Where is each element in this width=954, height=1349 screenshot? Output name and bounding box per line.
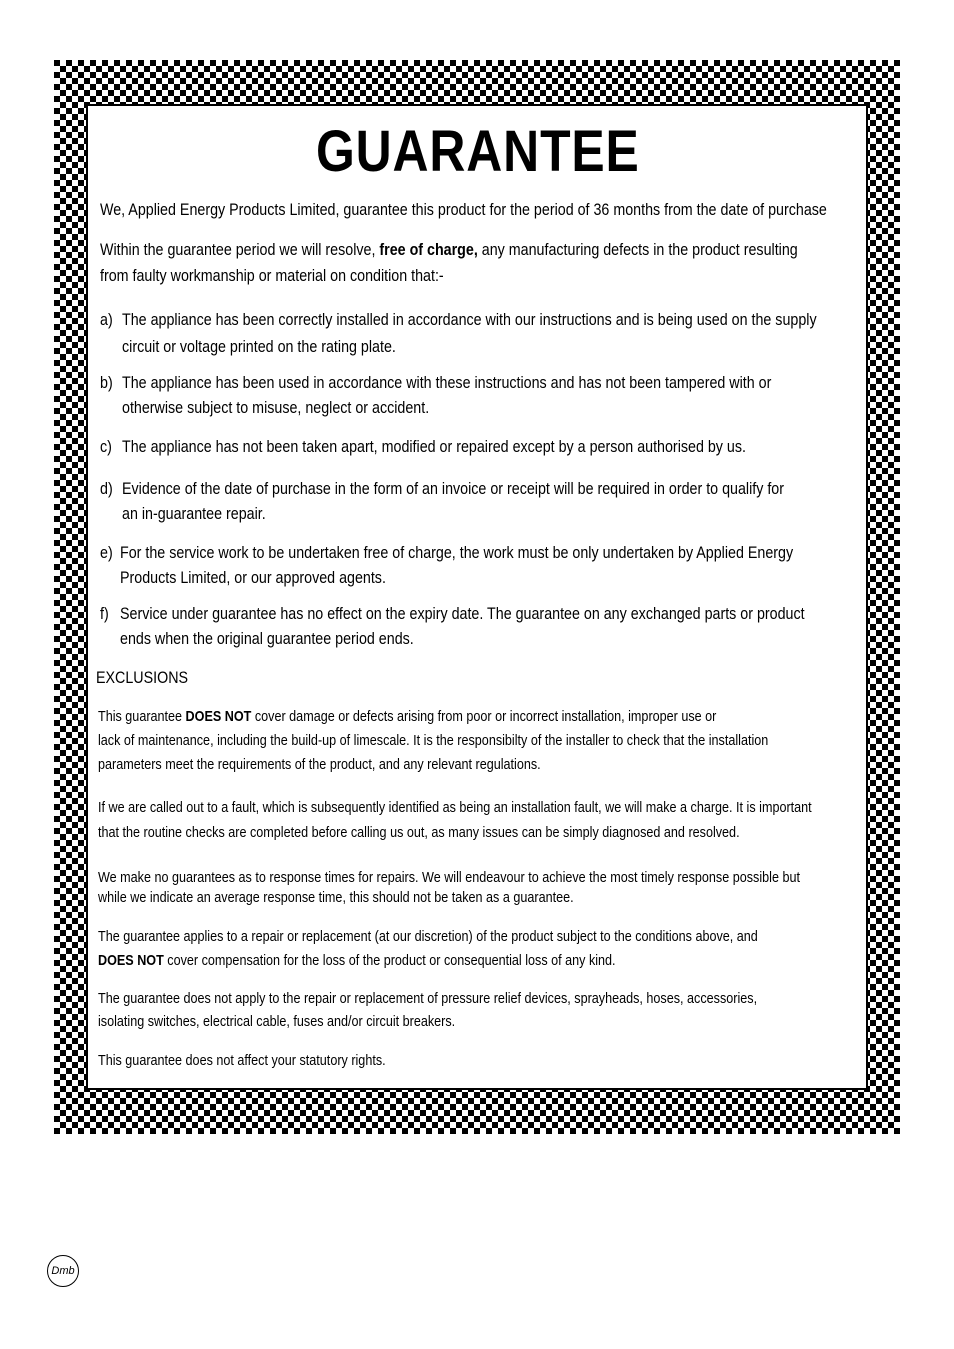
within-line-2: from faulty workmanship or material on condition that:- bbox=[100, 266, 444, 285]
exclusion-4-line-2: DOES NOT cover compensation for the loss of the product or consequential loss of any kind. bbox=[98, 952, 616, 969]
condition-d-line-2: an in-guarantee repair. bbox=[122, 504, 266, 523]
within-line-1: Within the guarantee period we will resolve, free of charge, any manufacturing defects in the product resulting bbox=[100, 240, 798, 259]
condition-d-marker: d) bbox=[100, 479, 113, 498]
does-not-bold: DOES NOT bbox=[185, 708, 252, 725]
exclusion-4-line-1: The guarantee applies to a repair or replacement (at our discretion) of the product subject to the conditions above, and bbox=[98, 928, 758, 945]
condition-b-line-1: The appliance has been used in accordance with these instructions and has not been tampered with or bbox=[122, 373, 772, 392]
condition-d-line-1: Evidence of the date of purchase in the form of an invoice or receipt will be required in order to qualify for bbox=[122, 479, 785, 498]
exclusion-1-line-2: lack of maintenance, including the build-up of limescale. It is the responsibilty of the installer to check that the installation bbox=[98, 732, 769, 749]
condition-c-marker: c) bbox=[100, 437, 112, 456]
condition-f-line-2: ends when the original guarantee period ends. bbox=[120, 629, 414, 648]
exclusions-heading: EXCLUSIONS bbox=[96, 668, 189, 687]
dmb-logo: Dmb bbox=[47, 1255, 79, 1287]
exclusion-2-line-2: that the routine checks are completed before calling us out, as many issues can be simply diagnosed and resolved. bbox=[98, 824, 740, 841]
condition-e-line-1: For the service work to be undertaken free of charge, the work must be only undertaken by Applied Energy bbox=[120, 543, 794, 562]
exclusion-5-line-1: The guarantee does not apply to the repair or replacement of pressure relief devices, sprayheads, hoses, accessories, bbox=[98, 990, 758, 1007]
condition-c-line-1: The appliance has not been taken apart, modified or repaired except by a person authorised by us. bbox=[122, 437, 746, 456]
does-not-bold-2: DOES NOT bbox=[98, 952, 164, 969]
condition-e-line-2: Products Limited, or our approved agents. bbox=[120, 568, 386, 587]
exclusion-2-line-1: If we are called out to a fault, which is subsequently identified as being an installation fault, we will make a charge. It is important bbox=[98, 799, 812, 816]
page-title: GUARANTEE bbox=[316, 119, 640, 184]
condition-b-line-2: otherwise subject to misuse, neglect or accident. bbox=[122, 398, 430, 417]
exclusion-3-line-2: while we indicate an average response time, this should not be taken as a guarantee. bbox=[98, 889, 574, 906]
condition-f-line-1: Service under guarantee has no effect on the expiry date. The guarantee on any exchanged parts or product bbox=[120, 604, 805, 623]
exclusion-1-line-3: parameters meet the requirements of the product, and any relevant regulations. bbox=[98, 756, 541, 773]
condition-b-marker: b) bbox=[100, 373, 113, 392]
condition-a-line-1: The appliance has been correctly installed in accordance with our instructions and is being used on the supply bbox=[122, 310, 817, 329]
exclusion-3-line-1: We make no guarantees as to response times for repairs. We will endeavour to achieve the most timely response possible but bbox=[98, 869, 800, 886]
condition-a-line-2: circuit or voltage printed on the rating plate. bbox=[122, 337, 396, 356]
condition-a-marker: a) bbox=[100, 310, 113, 329]
exclusion-1-line-1: This guarantee DOES NOT cover damage or defects arising from poor or incorrect installation, improper use or bbox=[98, 708, 717, 725]
condition-e-marker: e) bbox=[100, 543, 113, 562]
condition-f-marker: f) bbox=[100, 604, 109, 623]
free-of-charge-bold: free of charge, bbox=[379, 240, 478, 259]
intro-text: We, Applied Energy Products Limited, guarantee this product for the period of 36 months from the date of purchase bbox=[100, 200, 827, 219]
exclusion-6-line-1: This guarantee does not affect your statutory rights. bbox=[98, 1052, 386, 1069]
exclusion-5-line-2: isolating switches, electrical cable, fuses and/or circuit breakers. bbox=[98, 1013, 456, 1030]
